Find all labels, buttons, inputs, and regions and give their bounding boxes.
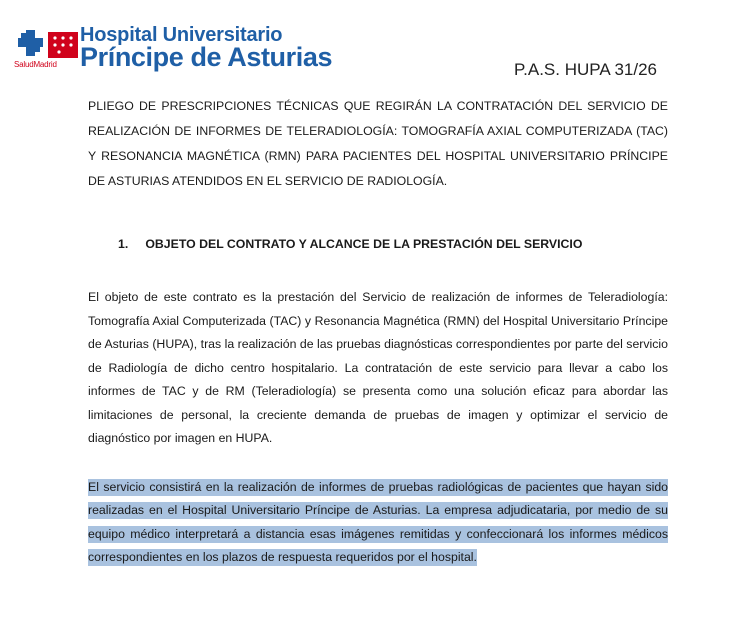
- document-title: PLIEGO DE PRESCRIPCIONES TÉCNICAS QUE REGIRÁN LA CONTRATACIÓN DEL SERVICIO DE REALIZACIÓN DE INFORMES DE TELERADIOLOGÍA: TOMOGRAFÍA AXIAL COMPUTERIZADA (TAC) Y RESONANCIA MAGNÉTICA (RMN) PARA PACIENTES DEL HOSPITAL UNIVERSITARIO PRÍNCIPE DE ASTURIAS ATENDIDOS EN EL SERVICIO DE RADIOLOGÍA.: [88, 99, 668, 188]
- hospital-logo: [14, 20, 354, 70]
- document-header: [14, 20, 719, 80]
- document-body: [88, 94, 668, 570]
- logo-hospital-name: Hospital Universitario: [80, 24, 283, 46]
- section-heading: [118, 234, 668, 254]
- salud-madrid-logo-icon: [18, 28, 82, 64]
- highlighted-text: El servicio consistirá en la realización de informes de pruebas radiológicas de pacientes que hayan sido realizadas en el Hospital Universitario Príncipe de Asturias. La empresa adjudicataria, por medio de su equipo médico interpretará a distancia esas imágenes remitidas y confeccionará los informes médicos correspondientes en los plazos de respuesta requeridos por el hospital.: [88, 479, 668, 564]
- section-title: OBJETO DEL CONTRATO Y ALCANCE DE LA PRESTACIÓN DEL SERVICIO: [145, 237, 583, 251]
- paragraph-objeto: El objeto de este contrato es la prestación del Servicio de realización de informes de Teleradiología: Tomografía Axial Computerizada (TAC) y Resonancia Magnética (RMN) del Hospital Universitario Príncipe de Asturias (HUPA), tras la realización de las pruebas diagnósticas correspondientes por parte del servicio de Radiología de dicho centro hospitalario. La contratación de este servicio para llevar a cabo los informes de TAC y de RM (Teleradiología) se presenta como una solución eficaz para abordar las limitaciones de personal, la creciente demanda de pruebas de imagen y optimizar el servicio de diagnóstico por imagen en HUPA.: [88, 290, 668, 445]
- section-number: 1.: [118, 237, 129, 251]
- paragraph-servicio: [88, 476, 668, 570]
- document-reference: P.A.S. HUPA 31/26: [514, 60, 658, 79]
- logo-subtitle: SaludMadrid: [14, 60, 57, 69]
- logo-hospital-place: Príncipe de Asturias: [80, 42, 333, 72]
